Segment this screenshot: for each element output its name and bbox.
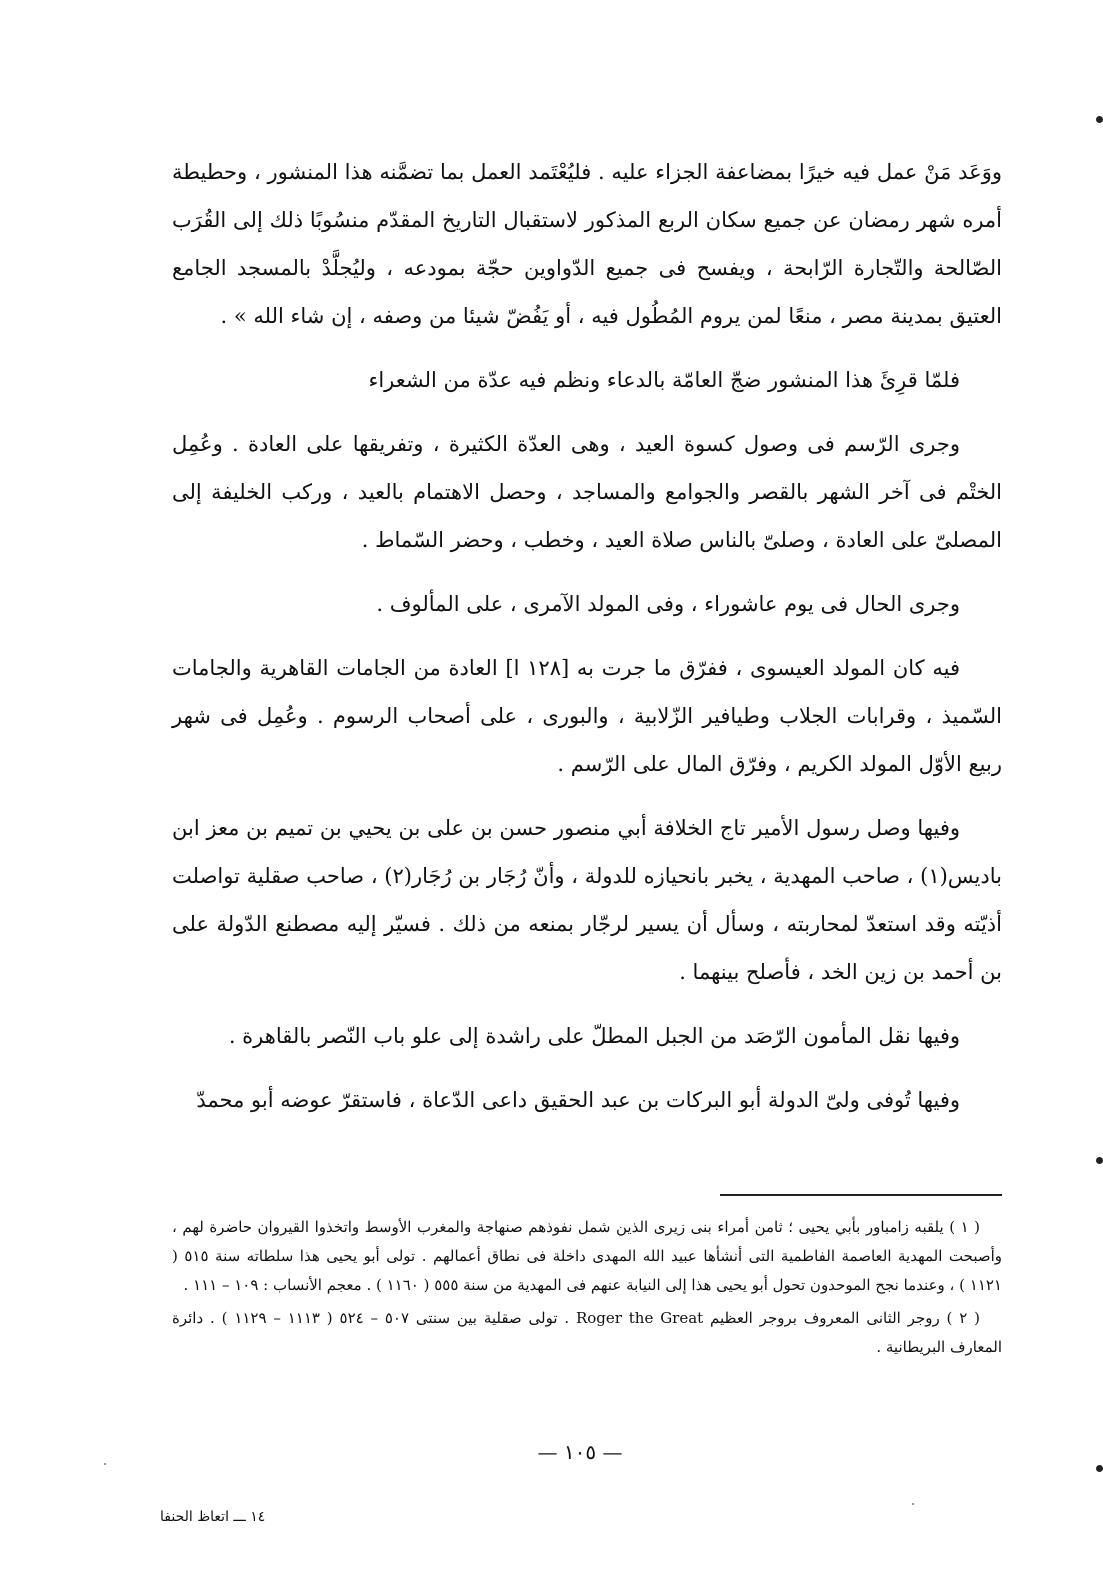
paragraph-7: وفيها نقل المأمون الرّصَد من الجبل المطلّ على راشدة إلى علو باب النّصر بالقاهرة . bbox=[228, 1024, 960, 1048]
paragraph-3: وجرى الرّسم فى وصول كسوة العيد ، وهى العدّة الكثيرة ، وتفريقها على العادة . وعُمِل الختْم فى آخر الشهر بالقصر والجوامع والمساجد ، وحصل الاهتمام بالعيد ، وركب الخليفة إلى المصلىّ على العادة ، وصلىّ بالناس صلاة العيد ، وخطب ، وحضر السّماط . bbox=[172, 432, 1002, 552]
paragraph-5: فيه كان المولد العيسوى ، ففرّق ما جرت به [١٢٨ ا] العادة من الجامات القاهرية والجامات السّميذ ، وقرابات الجلاب وطيافير الزّلابية ، والبورى ، على أصحاب الرسوم . وعُمِل فى شهر ربيع الأوّل المولد الكريم ، وفرّق المال على الرّسم . bbox=[172, 656, 1002, 776]
footnote-divider bbox=[720, 1194, 1002, 1196]
paragraph-4: وجرى الحال فى يوم عاشوراء ، وفى المولد الآمرى ، على المألوف . bbox=[376, 592, 960, 616]
page-number: — ١٠٥ — bbox=[537, 1440, 623, 1464]
paragraph-2: فلمّا قرِئَ هذا المنشور ضجّ العامّة بالدعاء ونظم فيه عدّة من الشعراء bbox=[368, 368, 960, 392]
paragraph-6: وفيها وصل رسول الأمير تاج الخلافة أبي منصور حسن بن على بن يحيي بن تميم بن معز ابن باديس(١) ، صاحب المهدية ، يخبر بانحيازه للدولة ، وأنّ رُجَار بن رُجَار(٢) ، صاحب صقلية تواصلت أذيّته وقد استعدّ لمحاربته ، وسأل أن يسير لرجّار بمنعه من ذلك . فسيّر إليه مصطنع الدّولة على بن أحمد بن زين الخد ، فأصلح بينهما . bbox=[172, 816, 1002, 984]
scan-mark-top-right bbox=[1096, 116, 1103, 123]
scan-speck bbox=[912, 1503, 914, 1505]
running-footer: ١٤ ـــ اتعاظ الحنفا bbox=[160, 1509, 266, 1525]
main-text bbox=[172, 148, 1002, 1140]
scan-speck bbox=[104, 1463, 106, 1465]
footnotes bbox=[172, 1213, 1002, 1366]
scan-mark-bottom-right bbox=[1096, 1465, 1103, 1472]
paragraph-1: ووَعَد مَنْ عمل فيه خيرًا بمضاعفة الجزاء عليه . فليُعْتَمد العمل بما تضمَّنه هذا المنشور ، وحطيطة أمره شهر رمضان عن جميع سكان الربع المذكور لاستقبال التاريخ المقدّم منسُوبًا ذلك إلى القُرَب الصّالحة والتّجارة الرّابحة ، ويفسح فى جميع الدّواوين حجّة بمودعه ، وليُجلَّدْ بالمسجد الجامع العتيق بمدينة مصر ، منعًا لمن يروم المُطُول فيه ، أو يَفُضّ شيئا من وصفه ، إن شاء الله » . bbox=[172, 160, 1002, 328]
footnote-2: ( ٢ ) روجر الثانى المعروف بروجر العظيم Roger the Great . تولى صقلية بين سنتى ٥٠٧ – ٥٢٤ ( ١١١٣ – ١١٢٩ ) . دائرة المعارف البريطانية . bbox=[172, 1309, 1002, 1356]
paragraph-8: وفيها تُوفى ولىّ الدولة أبو البركات بن عبد الحقيق داعى الدّعاة ، فاستقرّ عوضه أبو محمدّ bbox=[196, 1088, 960, 1112]
footnote-1: ( ١ ) يلقبه زامباور بأبي يحيى ؛ ثامن أمراء بنى زيرى الذين شمل نفوذهم صنهاجة والمغرب الأوسط واتخذوا القيروان حاضرة لهم ، وأصبحت المهدية العاصمة الفاطمية التى أنشأها عبيد الله المهدى داخلة فى نطاق أعمالهم . تولى أبو يحيى هذا سلطاته سنة ٥١٥ ( ١١٢١ ) ، وعندما نجح الموحدون تحول أبو يحيى هذا إلى النيابة عنهم فى المهدية من سنة ٥٥٥ ( ١١٦٠ ) . معجم الأنساب : ١٠٩ – ١١١ . bbox=[172, 1218, 1002, 1294]
scan-mark-middle-right bbox=[1096, 1157, 1103, 1164]
